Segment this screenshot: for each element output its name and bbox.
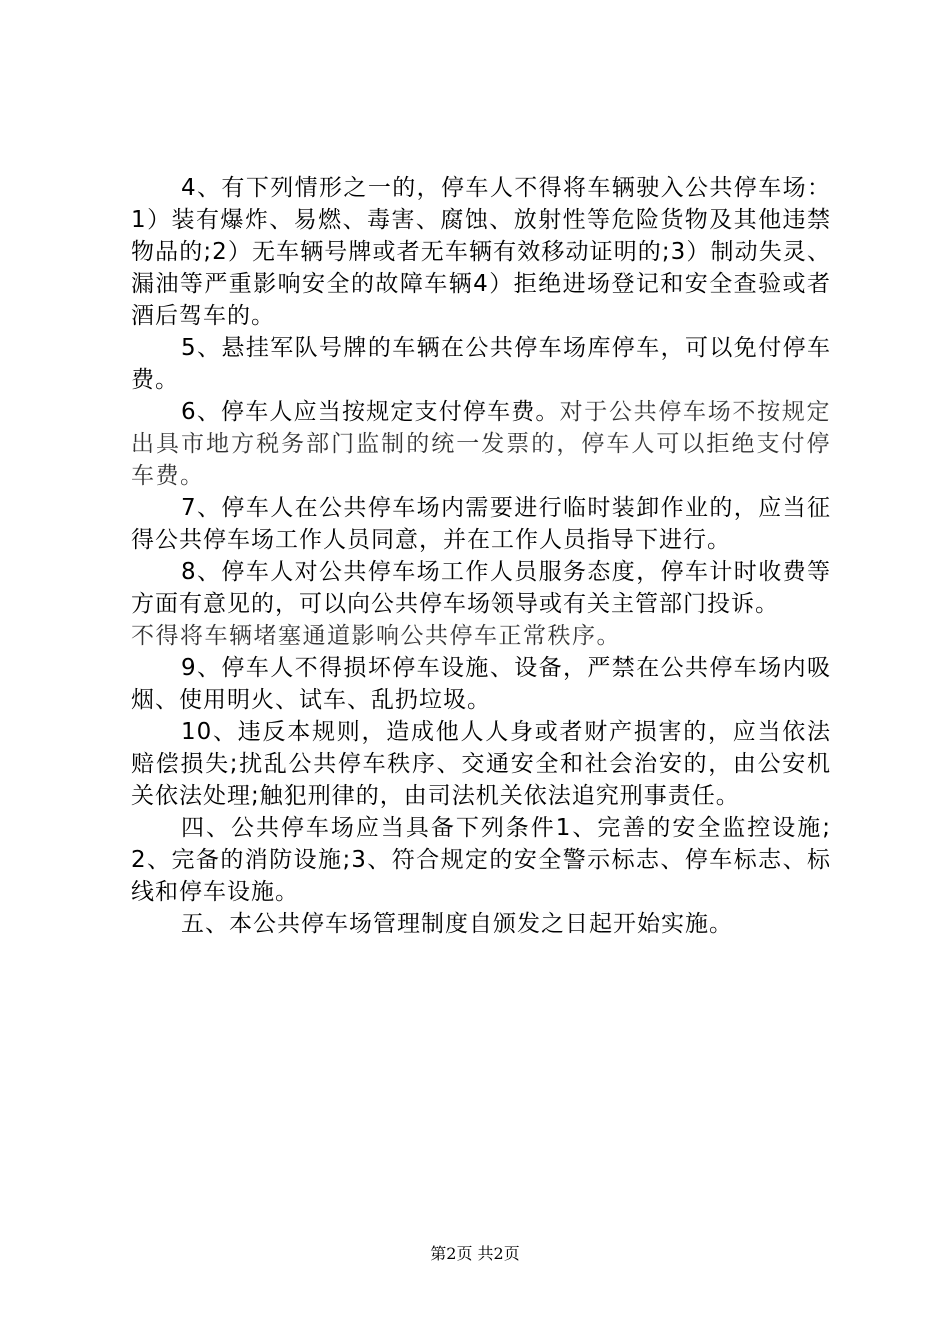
- paragraph-text: 10、违反本规则，造成他人人身或者财产损害的，应当依法赔偿损失;扰乱公共停车秩序、交通安全和社会治安的，由公安机关依法处理;触犯刑律的，由司法机关依法追究刑事责任。: [131, 719, 831, 809]
- paragraph-text: 8、停车人对公共停车场工作人员服务态度，停车计时收费等方面有意见的，可以向公共停车场领导或有关主管部门投诉。: [131, 559, 831, 617]
- paragraph-text: 5、悬挂军队号牌的车辆在公共停车场库停车，可以免付停车费。: [131, 335, 831, 393]
- paragraph-text: 9、停车人不得损坏停车设施、设备，严禁在公共停车场内吸烟、使用明火、试车、乱扔垃圾。: [131, 655, 831, 713]
- paragraph-text: 4、有下列情形之一的，停车人不得将车辆驶入公共停车场：1）装有爆炸、易燃、毒害、腐蚀、放射性等危险货物及其他违禁物品的;2）无车辆号牌或者无车辆有效移动证明的;3）制动失灵、漏油等严重影响安全的故障车辆4）拒绝进场登记和安全查验或者酒后驾车的。: [131, 175, 831, 329]
- paragraph-section-4: [131, 812, 831, 908]
- document-body: [131, 172, 831, 940]
- paragraph-rule-7: [131, 492, 831, 556]
- paragraph-rule-5: [131, 332, 831, 396]
- paragraph-rule-8: [131, 556, 831, 620]
- paragraph-text-light: 不得将车辆堵塞通道影响公共停车正常秩序。: [131, 623, 621, 649]
- paragraph-rule-6: [131, 396, 831, 492]
- paragraph-rule-9: [131, 652, 831, 716]
- paragraph-text: 四、公共停车场应当具备下列条件1、完善的安全监控设施;2、完备的消防设施;3、符合规定的安全警示标志、停车标志、标线和停车设施。: [131, 815, 831, 905]
- paragraph-rule-10: [131, 716, 831, 812]
- page-number: 第2页 共2页: [430, 1244, 520, 1263]
- paragraph-text: 6、停车人应当按规定支付停车费。: [181, 399, 560, 425]
- paragraph-text-light: 对于公共停车场不按规定出具市地方税务部门监制的统一发票的，停车人可以拒绝支付停车费。: [131, 399, 831, 489]
- page-footer: [0, 1241, 950, 1264]
- paragraph-text: 五、本公共停车场管理制度自颁发之日起开始实施。: [181, 911, 733, 937]
- paragraph-rule-8-continued: [131, 620, 831, 652]
- paragraph-rule-4: [131, 172, 831, 332]
- paragraph-section-5: [131, 908, 831, 940]
- paragraph-text: 7、停车人在公共停车场内需要进行临时装卸作业的，应当征得公共停车场工作人员同意，并在工作人员指导下进行。: [131, 495, 831, 553]
